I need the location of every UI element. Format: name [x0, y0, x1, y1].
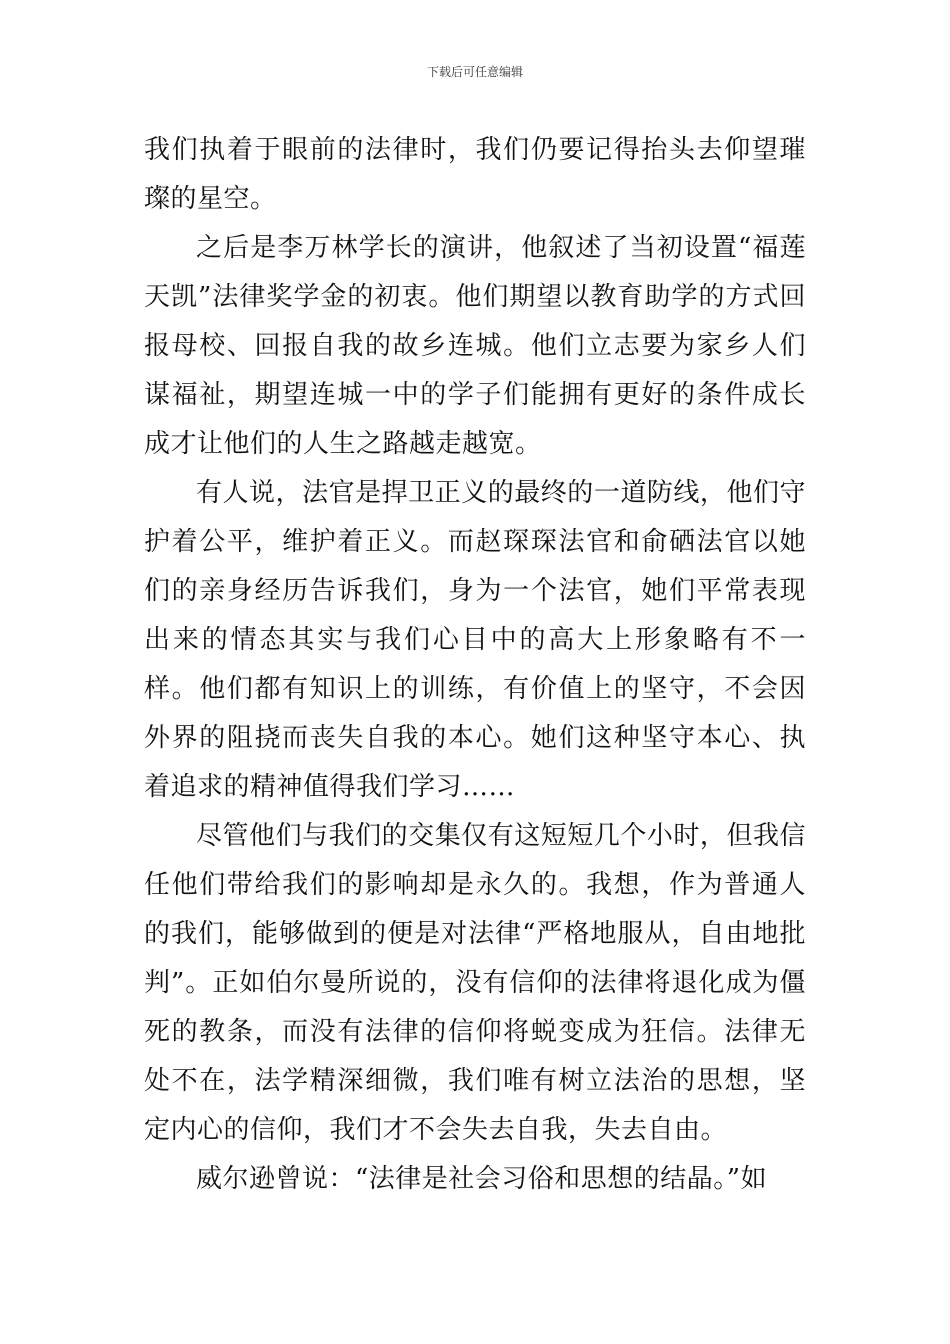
paragraph-judges: 有人说，法官是捍卫正义的最终的一道防线，他们守护着公平，维护着正义。而赵琛琛法官和俞硒法官以她们的亲身经历告诉我们，身为一个法官，她们平常表现出来的情态其实与我们心目中的高大上形象略有不一样。他们都有知识上的训练，有价值上的坚守，不会因外界的阻挠而丧失自我的本心。她们这种坚守本心、执着追求的精神值得我们学习…… — [144, 478, 806, 802]
paragraph-law-faith: 尽管他们与我们的交集仅有这短短几个小时，但我信任他们带给我们的影响却是永久的。我想，作为普通人的我们，能够做到的便是对法律“严格地服从，自由地批判”。正如伯尔曼所说的，没有信仰的法律将退化成为僵死的教条，而没有法律的信仰将蜕变成为狂信。法律无处不在，法学精深细微，我们唯有树立法治的思想，坚定内心的信仰，我们才不会失去自我，失去自由。 — [144, 821, 806, 1145]
document-body — [144, 126, 806, 1204]
paragraph-wilson-quote: 威尔逊曾说：“法律是社会习俗和思想的结晶。”如 — [196, 1164, 768, 1194]
header-note: 下载后可任意编辑 — [426, 65, 523, 79]
paragraph-continuation: 我们执着于眼前的法律时，我们仍要记得抬头去仰望璀璨的星空。 — [144, 135, 806, 214]
paragraph-scholarship: 之后是李万林学长的演讲，他叙述了当初设置“福莲天凯”法律奖学金的初衷。他们期望以教育助学的方式回报母校、回报自我的故乡连城。他们立志要为家乡人们谋福祉，期望连城一中的学子们能拥有更好的条件成长成才让他们的人生之路越走越宽。 — [144, 233, 806, 459]
